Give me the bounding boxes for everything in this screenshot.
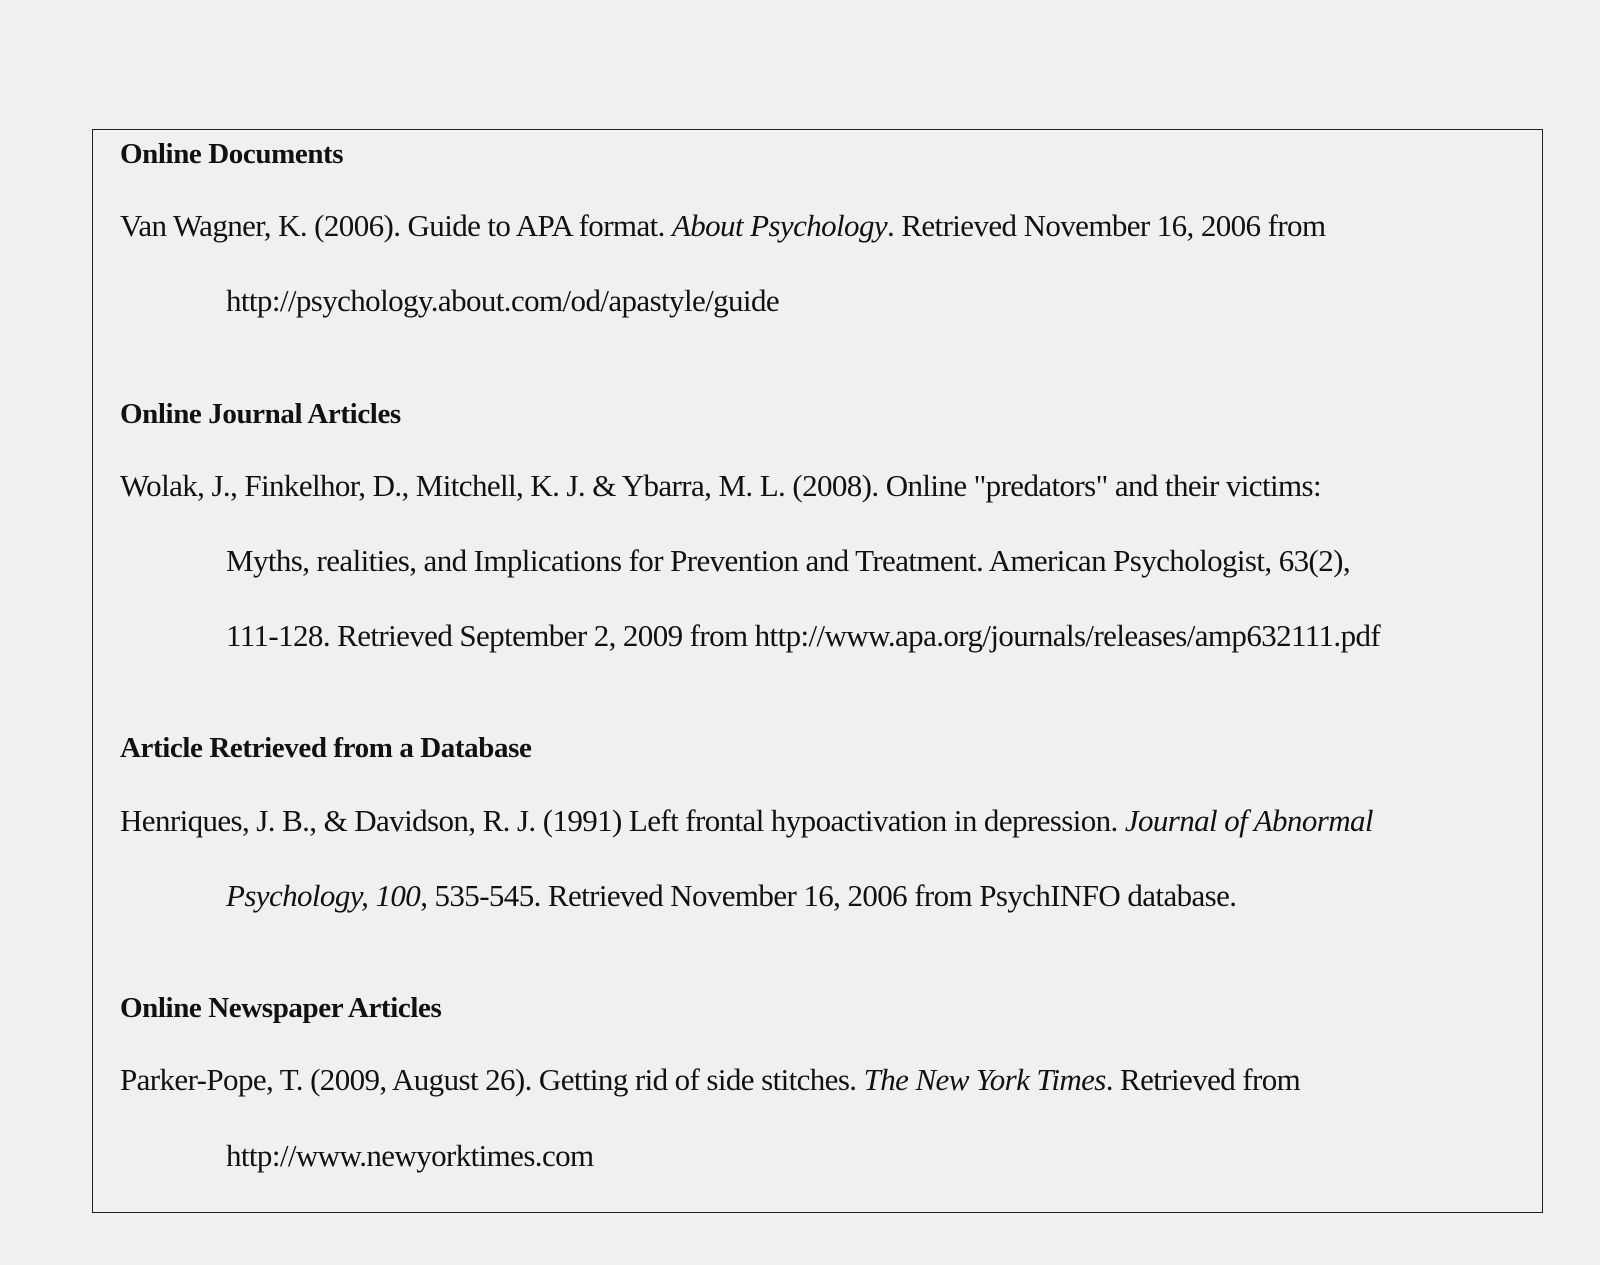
reference-line-continuation: 111-128. Retrieved September 2, 2009 from http://www.apa.org/journals/releases/amp632111.pdf — [226, 618, 1381, 653]
reference-line-continuation: http://www.newyorktimes.com — [226, 1138, 594, 1173]
reference-document — [92, 129, 1543, 1213]
reference-line: Henriques, J. B., & Davidson, R. J. (1991) Left frontal hypoactivation in depression. Journal of Abnormal — [120, 803, 1373, 838]
reference-line-continuation: http://psychology.about.com/od/apastyle/guide — [226, 283, 780, 318]
reference-line-continuation: Psychology, 100, 535-545. Retrieved November 16, 2006 from PsychINFO database. — [226, 878, 1237, 913]
section-heading-online-documents: Online Documents — [120, 138, 344, 170]
reference-line: Van Wagner, K. (2006). Guide to APA format. About Psychology. Retrieved November 16, 2006 from — [120, 208, 1326, 243]
reference-line: Parker-Pope, T. (2009, August 26). Getting rid of side stitches. The New York Times. Retrieved from — [120, 1062, 1301, 1097]
reference-line: Wolak, J., Finkelhor, D., Mitchell, K. J. & Ybarra, M. L. (2008). Online "predators" and their victims: — [120, 468, 1321, 503]
section-heading-online-journal-articles: Online Journal Articles — [120, 398, 401, 430]
reference-line-continuation: Myths, realities, and Implications for Prevention and Treatment. American Psychologist, 63(2), — [226, 543, 1350, 578]
section-heading-online-newspaper-articles: Online Newspaper Articles — [120, 992, 442, 1024]
section-heading-article-retrieved-from-database: Article Retrieved from a Database — [120, 732, 532, 764]
